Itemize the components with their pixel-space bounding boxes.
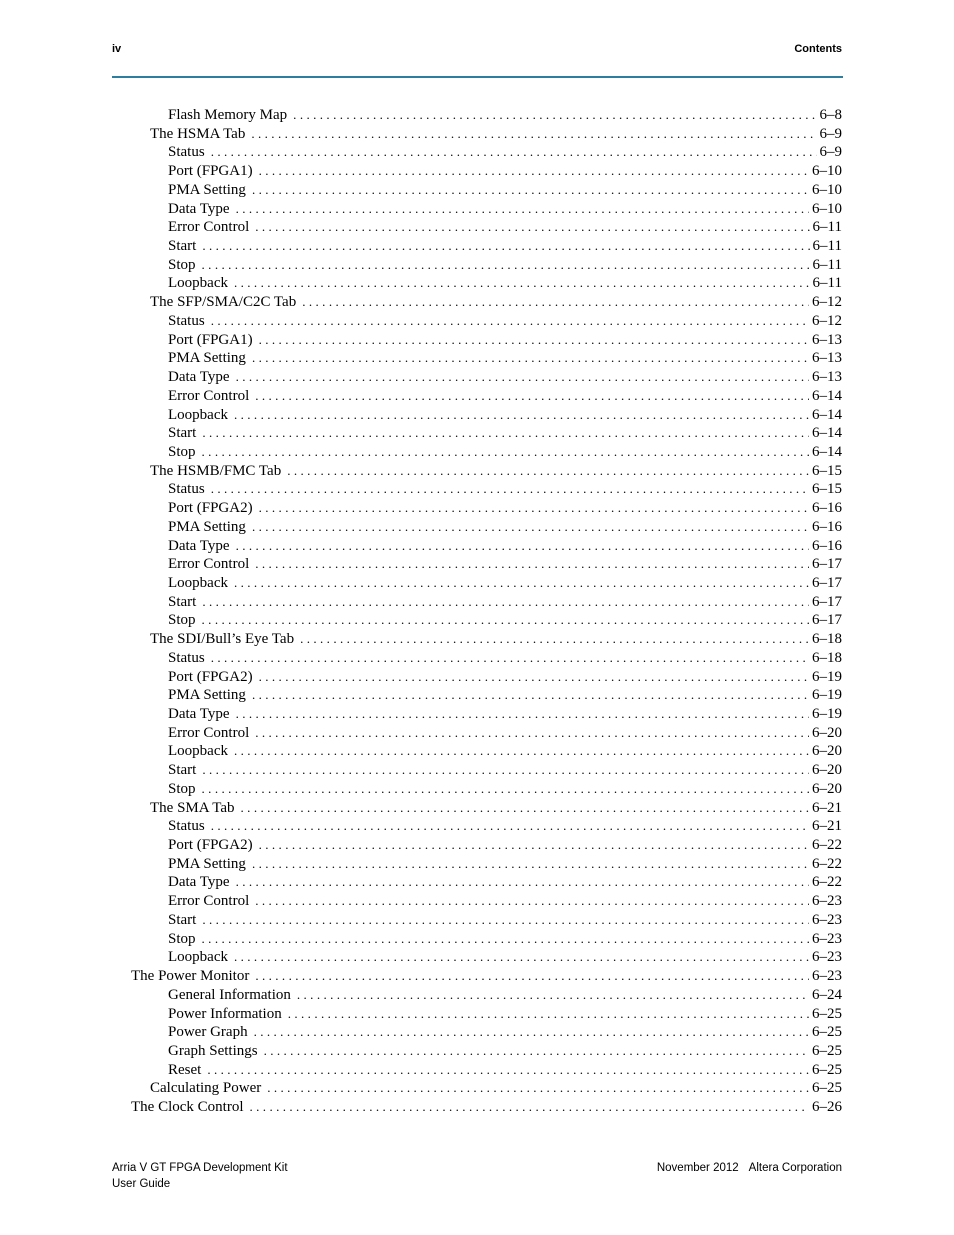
toc-entry-title: Data Type xyxy=(168,874,230,891)
toc-entry-page: 6–10 xyxy=(812,181,842,198)
toc-entry-title: Status xyxy=(168,144,205,161)
dot-leader xyxy=(236,706,809,722)
table-of-contents xyxy=(112,107,842,1118)
header-rule xyxy=(112,76,843,78)
toc-entry-page: 6–11 xyxy=(812,219,842,236)
footer-company: Altera Corporation xyxy=(748,1162,842,1174)
dot-leader xyxy=(236,874,809,890)
dot-leader xyxy=(202,257,810,273)
toc-entry-page: 6–8 xyxy=(819,107,842,123)
dot-leader xyxy=(264,1043,809,1059)
toc-entry[interactable] xyxy=(112,313,842,332)
dot-leader xyxy=(236,201,809,217)
toc-entry-title: Data Type xyxy=(168,537,230,554)
toc-entry-page: 6–11 xyxy=(812,256,842,273)
dot-leader xyxy=(288,1006,809,1022)
toc-entry-title: Port (FPGA2) xyxy=(168,837,253,854)
dot-leader xyxy=(252,350,809,366)
toc-entry-title: Error Control xyxy=(168,556,250,573)
toc-entry-page: 6–20 xyxy=(812,780,842,797)
toc-entry-title: Stop xyxy=(168,780,196,797)
dot-leader xyxy=(234,949,809,965)
toc-entry-page: 6–25 xyxy=(812,1042,842,1059)
toc-entry-title: Loopback xyxy=(168,949,228,966)
toc-entry-title: PMA Setting xyxy=(168,518,246,535)
toc-entry-page: 6–18 xyxy=(812,631,842,648)
toc-entry-page: 6–17 xyxy=(812,612,842,629)
toc-entry-page: 6–21 xyxy=(812,799,842,816)
toc-entry[interactable] xyxy=(112,126,842,145)
toc-entry-page: 6–9 xyxy=(819,125,842,142)
toc-entry-title: Loopback xyxy=(168,574,228,591)
toc-entry-title: The Clock Control xyxy=(131,1099,244,1116)
toc-entry-page: 6–25 xyxy=(812,1024,842,1041)
footer-date: November 2012 xyxy=(656,1162,739,1174)
toc-entry-title: Stop xyxy=(168,256,196,273)
toc-entry[interactable] xyxy=(112,594,842,613)
footer-doc-title: Arria V GT FPGA Development Kit xyxy=(112,1162,288,1174)
toc-entry-title: Start xyxy=(168,762,197,779)
dot-leader xyxy=(202,912,809,928)
toc-entry[interactable] xyxy=(112,1062,842,1081)
toc-entry[interactable] xyxy=(112,612,842,631)
toc-entry[interactable] xyxy=(112,912,842,931)
toc-entry[interactable] xyxy=(112,519,842,538)
toc-entry-title: Error Control xyxy=(168,724,250,741)
toc-entry-title: Status xyxy=(168,312,205,329)
toc-entry-title: Reset xyxy=(168,1061,202,1078)
toc-entry-title: Port (FPGA1) xyxy=(168,331,253,348)
toc-entry[interactable] xyxy=(112,837,842,856)
toc-entry-page: 6–19 xyxy=(812,706,842,722)
toc-entry-page: 6–25 xyxy=(812,1061,842,1078)
toc-entry[interactable] xyxy=(112,107,842,126)
dot-leader xyxy=(255,968,809,984)
toc-entry-page: 6–22 xyxy=(812,837,842,854)
toc-entry-page: 6–15 xyxy=(812,481,842,498)
page-number: iv xyxy=(112,43,122,55)
dot-leader xyxy=(252,687,809,703)
dot-leader xyxy=(255,556,809,572)
toc-entry[interactable] xyxy=(112,800,842,819)
toc-entry-title: Status xyxy=(168,649,205,666)
toc-entry-page: 6–21 xyxy=(812,818,842,835)
toc-entry-title: PMA Setting xyxy=(168,687,246,704)
dot-leader xyxy=(211,313,809,329)
running-header-section: Contents xyxy=(794,43,842,55)
dot-leader xyxy=(255,725,809,741)
dot-leader xyxy=(287,463,809,479)
dot-leader xyxy=(259,669,809,685)
dot-leader xyxy=(255,219,809,235)
toc-entry-title: Flash Memory Map xyxy=(168,107,288,123)
toc-entry-page: 6–25 xyxy=(812,1005,842,1022)
toc-entry-title: Port (FPGA2) xyxy=(168,668,253,685)
toc-entry[interactable] xyxy=(112,294,842,313)
toc-entry[interactable] xyxy=(112,332,842,351)
footer-doc-subtitle: User Guide xyxy=(112,1178,171,1190)
dot-leader xyxy=(255,893,809,909)
dot-leader xyxy=(300,631,809,647)
toc-entry[interactable] xyxy=(112,874,842,893)
toc-entry-title: Power Graph xyxy=(168,1024,248,1041)
toc-entry[interactable] xyxy=(112,407,842,426)
toc-entry-title: The SDI/Bull’s Eye Tab xyxy=(150,631,295,648)
toc-entry[interactable] xyxy=(112,219,842,238)
toc-entry-title: Loopback xyxy=(168,743,228,760)
footer-right xyxy=(657,1160,842,1176)
toc-entry-title: Error Control xyxy=(168,893,250,910)
dot-leader xyxy=(254,1024,809,1040)
toc-entry-page: 6–22 xyxy=(812,855,842,872)
toc-entry-title: The SFP/SMA/C2C Tab xyxy=(150,294,297,311)
toc-entry-page: 6–20 xyxy=(812,762,842,779)
toc-entry[interactable] xyxy=(112,425,842,444)
toc-entry-title: Stop xyxy=(168,443,196,460)
dot-leader xyxy=(259,332,809,348)
toc-entry-title: PMA Setting xyxy=(168,350,246,367)
footer-left xyxy=(112,1160,288,1192)
toc-entry-page: 6–16 xyxy=(812,518,842,535)
toc-entry[interactable] xyxy=(112,631,842,650)
toc-entry-title: Loopback xyxy=(168,275,228,292)
toc-entry-page: 6–14 xyxy=(812,443,842,460)
toc-entry[interactable] xyxy=(112,1024,842,1043)
toc-entry-page: 6–9 xyxy=(819,144,842,161)
toc-entry-title: Data Type xyxy=(168,369,230,386)
toc-entry-title: Status xyxy=(168,818,205,835)
toc-entry-title: Port (FPGA1) xyxy=(168,163,253,180)
toc-entry[interactable] xyxy=(112,987,842,1006)
toc-entry-page: 6–14 xyxy=(812,406,842,423)
toc-entry-page: 6–20 xyxy=(812,743,842,760)
toc-entry-page: 6–24 xyxy=(812,986,842,1003)
toc-entry[interactable] xyxy=(112,1043,842,1062)
toc-entry-title: Graph Settings xyxy=(168,1042,258,1059)
toc-entry[interactable] xyxy=(112,275,842,294)
dot-leader xyxy=(267,1080,809,1096)
toc-entry[interactable] xyxy=(112,163,842,182)
toc-entry-page: 6–16 xyxy=(812,537,842,554)
toc-entry[interactable] xyxy=(112,762,842,781)
toc-entry-title: Calculating Power xyxy=(150,1080,262,1097)
dot-leader xyxy=(297,987,809,1003)
toc-entry-title: Error Control xyxy=(168,387,250,404)
dot-leader xyxy=(259,837,809,853)
toc-entry[interactable] xyxy=(112,949,842,968)
toc-entry[interactable] xyxy=(112,481,842,500)
toc-entry-page: 6–25 xyxy=(812,1080,842,1097)
toc-entry[interactable] xyxy=(112,144,842,163)
toc-entry[interactable] xyxy=(112,463,842,482)
toc-entry[interactable] xyxy=(112,575,842,594)
toc-entry-page: 6–13 xyxy=(812,350,842,367)
toc-entry-title: The SMA Tab xyxy=(150,799,235,816)
dot-leader xyxy=(211,818,809,834)
toc-entry-title: Stop xyxy=(168,612,196,629)
dot-leader xyxy=(236,538,809,554)
toc-entry[interactable] xyxy=(112,1080,842,1099)
dot-leader xyxy=(252,519,809,535)
dot-leader xyxy=(259,500,809,516)
toc-entry-page: 6–20 xyxy=(812,724,842,741)
toc-entry-title: Data Type xyxy=(168,200,230,217)
dot-leader xyxy=(211,650,809,666)
toc-entry-page: 6–13 xyxy=(812,331,842,348)
toc-entry-page: 6–12 xyxy=(812,294,842,311)
toc-entry-page: 6–11 xyxy=(812,275,842,292)
toc-entry[interactable] xyxy=(112,781,842,800)
toc-entry-title: Error Control xyxy=(168,219,250,236)
toc-entry-title: The HSMA Tab xyxy=(150,125,246,142)
toc-entry-title: Status xyxy=(168,481,205,498)
dot-leader xyxy=(202,444,809,460)
dot-leader xyxy=(211,144,817,160)
toc-entry-title: Data Type xyxy=(168,706,230,722)
toc-entry[interactable] xyxy=(112,350,842,369)
dot-leader xyxy=(202,425,809,441)
dot-leader xyxy=(202,594,809,610)
toc-entry[interactable] xyxy=(112,706,842,725)
dot-leader xyxy=(202,931,809,947)
toc-entry-page: 6–13 xyxy=(812,369,842,386)
toc-entry-page: 6–12 xyxy=(812,312,842,329)
toc-entry-title: Start xyxy=(168,238,197,255)
toc-entry-title: General Information xyxy=(168,986,291,1003)
toc-entry-page: 6–17 xyxy=(812,593,842,610)
toc-entry[interactable] xyxy=(112,743,842,762)
toc-entry-page: 6–23 xyxy=(812,949,842,966)
toc-entry[interactable] xyxy=(112,538,842,557)
dot-leader xyxy=(202,762,809,778)
toc-entry[interactable] xyxy=(112,257,842,276)
toc-entry-page: 6–17 xyxy=(812,556,842,573)
dot-leader xyxy=(211,481,809,497)
dot-leader xyxy=(251,126,816,142)
toc-entry-title: Start xyxy=(168,911,197,928)
toc-entry-title: PMA Setting xyxy=(168,855,246,872)
toc-entry-title: PMA Setting xyxy=(168,181,246,198)
toc-entry[interactable] xyxy=(112,931,842,950)
toc-entry[interactable] xyxy=(112,856,842,875)
toc-entry-page: 6–11 xyxy=(812,238,842,255)
toc-entry-title: Start xyxy=(168,593,197,610)
toc-entry[interactable] xyxy=(112,818,842,837)
toc-entry-page: 6–23 xyxy=(812,911,842,928)
toc-entry-title: Loopback xyxy=(168,406,228,423)
dot-leader xyxy=(302,294,809,310)
toc-entry[interactable] xyxy=(112,238,842,257)
dot-leader xyxy=(255,388,809,404)
toc-entry-page: 6–10 xyxy=(812,163,842,180)
dot-leader xyxy=(202,781,809,797)
dot-leader xyxy=(241,800,809,816)
dot-leader xyxy=(234,575,809,591)
dot-leader xyxy=(252,182,809,198)
toc-entry[interactable] xyxy=(112,669,842,688)
toc-entry[interactable] xyxy=(112,725,842,744)
dot-leader xyxy=(252,856,809,872)
toc-entry-page: 6–23 xyxy=(812,968,842,985)
toc-entry-title: Power Information xyxy=(168,1005,282,1022)
dot-leader xyxy=(202,612,809,628)
toc-entry-page: 6–14 xyxy=(812,425,842,442)
toc-entry-page: 6–14 xyxy=(812,387,842,404)
toc-entry[interactable] xyxy=(112,444,842,463)
toc-entry-page: 6–19 xyxy=(812,687,842,704)
toc-entry-page: 6–10 xyxy=(812,200,842,217)
dot-leader xyxy=(234,743,809,759)
toc-entry-page: 6–15 xyxy=(812,462,842,479)
toc-entry-page: 6–26 xyxy=(812,1099,842,1116)
toc-entry-page: 6–23 xyxy=(812,893,842,910)
dot-leader xyxy=(207,1062,809,1078)
dot-leader xyxy=(250,1099,810,1115)
toc-entry[interactable] xyxy=(112,388,842,407)
toc-entry[interactable] xyxy=(112,182,842,201)
dot-leader xyxy=(234,407,809,423)
toc-entry-page: 6–18 xyxy=(812,649,842,666)
toc-entry-page: 6–16 xyxy=(812,500,842,517)
toc-entry-title: Stop xyxy=(168,930,196,947)
toc-entry-page: 6–23 xyxy=(812,930,842,947)
toc-entry[interactable] xyxy=(112,1006,842,1025)
toc-entry[interactable] xyxy=(112,893,842,912)
dot-leader xyxy=(293,107,816,123)
toc-entry[interactable] xyxy=(112,201,842,220)
toc-entry-title: The Power Monitor xyxy=(131,968,250,985)
toc-entry[interactable] xyxy=(112,556,842,575)
toc-entry-page: 6–17 xyxy=(812,574,842,591)
dot-leader xyxy=(236,369,809,385)
dot-leader xyxy=(202,238,809,254)
toc-entry[interactable] xyxy=(112,369,842,388)
toc-entry-page: 6–22 xyxy=(812,874,842,891)
toc-entry[interactable] xyxy=(112,687,842,706)
toc-entry-title: The HSMB/FMC Tab xyxy=(150,462,282,479)
toc-entry-page: 6–19 xyxy=(812,668,842,685)
toc-entry-title: Port (FPGA2) xyxy=(168,500,253,517)
toc-entry[interactable] xyxy=(112,650,842,669)
toc-entry-title: Start xyxy=(168,425,197,442)
toc-entry[interactable] xyxy=(112,1099,842,1118)
toc-entry[interactable] xyxy=(112,968,842,987)
dot-leader xyxy=(234,275,810,291)
toc-entry[interactable] xyxy=(112,500,842,519)
dot-leader xyxy=(259,163,809,179)
